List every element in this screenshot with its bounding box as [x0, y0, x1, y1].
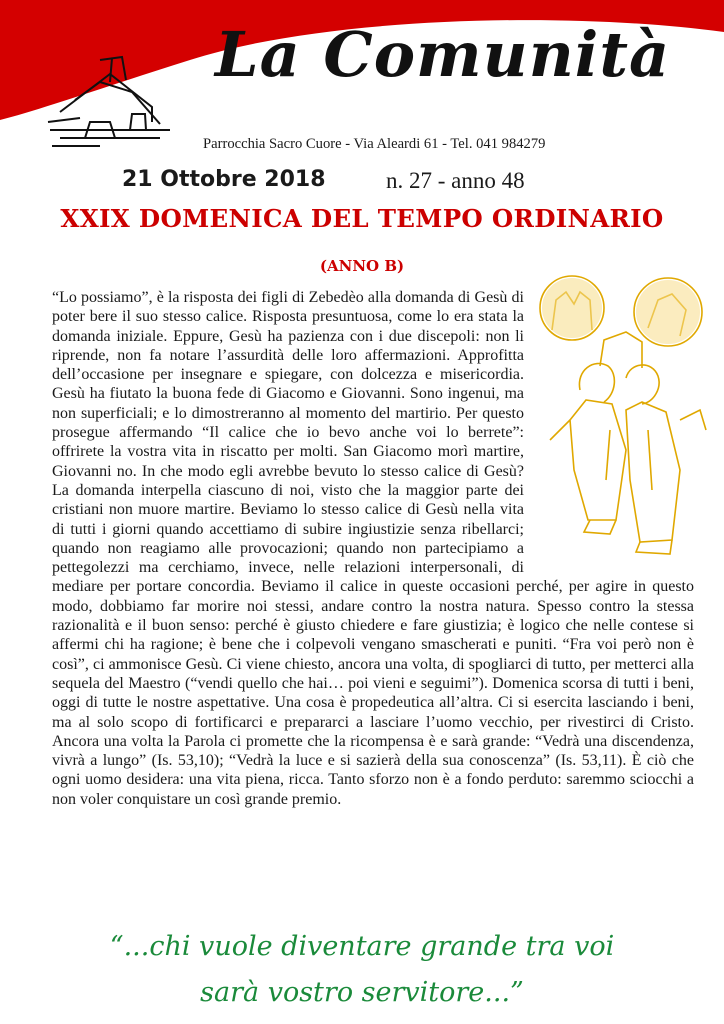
parish-info: Parrocchia Sacro Cuore - Via Aleardi 61 - Tel. 041 984279 [203, 136, 546, 152]
page-title: XXIX DOMENICA DEL TEMPO ORDINARIO [60, 204, 664, 233]
illustration-space [524, 288, 694, 573]
issue-date: 21 Ottobre 2018 [122, 167, 326, 192]
church-logo-icon [40, 52, 180, 152]
closing-quote-line-2: sarà vostro servitore...” [200, 977, 524, 1008]
article-body [52, 288, 694, 809]
article-text: “Lo possiamo”, è la risposta dei figli di Zebedèo alla domanda di Gesù di poter bere il suo stesso calice. Risposta presuntuosa, come lo era stata la domanda iniziale. Eppure, Gesù ha pazienza con i due discepoli: non li riprende, non fa notare l’assurdità delle loro affermazioni. Approfitta dell’occasione per insegnare e spiegare, con dolcezza e misericordia. Gesù ha fiutato la buona fede di Giacomo e Giovanni. Sono ingenui, ma non superficiali; e lo dimostreranno al momento del martirio. Per questo prosegue affermando “Il calice che io bevo anche voi lo berrete”: offrirete la vostra vita in riscatto per molti. San Giacomo morì martire, Giovanni no. In che modo egli avrebbe bevuto lo stesso calice di Gesù? La domanda interpella ciascuno di noi, visto che la maggior parte dei cristiani non muore martire. Beviamo lo stesso calice di Gesù nella vita di tutti i giorni quando accettiamo di subire ingiustizie senza ribellarci; quando non reagiamo alle provocazioni; quando non partecipiamo a pettegolezzi ma cerchiamo, invece, nelle relazioni interpersonali, di mediare per portare concordia. Beviamo il calice in queste occasioni perché, per agire in questo modo, dobbiamo far morire noi stessi, andare contro la nostra natura. Spesso contro la stessa razionalità e il buon senso: perché è giusto chiedere e fare giustizia; è logico che nelle contese si affermi chi ha ragione; è bene che i colpevoli vengano smascherati e puniti. “Fra voi però non è così”, ci ammonisce Gesù. Ci viene chiesto, ancora una volta, di spogliarci di tutto, per metterci alla sequela del Maestro (“vendi quello che hai… poi vieni e seguimi”). Domenica scorsa di tutti i beni, oggi di tutte le nostre aspettative. Una cosa è propedeutica all’altra. Ci si esercita lasciando i beni, ma al solo scopo di fortificarci e prepararci a lasciare l’uomo vecchio, per rivestirci di Cristo. Ancora una volta la Parola ci promette che la ricompensa è e sarà grande: “Vedrà una discendenza, vivrà a lungo” (Is. 53,10); “Vedrà la luce e si sazierà della sua conoscenza” (Is. 53,11). È ciò che ogni uomo desidera: una vita piena, ricca. Tanto sforzo non è a fondo perduto: saremmo sciocchi a non voler conquistare un così grande premio. [52, 289, 694, 808]
issue-number: n. 27 - anno 48 [386, 168, 525, 193]
page-subtitle: (ANNO B) [319, 257, 405, 275]
closing-quote-line-1: “...chi vuole diventare grande tra voi [109, 931, 615, 962]
masthead-title: La Comunità [215, 18, 671, 91]
